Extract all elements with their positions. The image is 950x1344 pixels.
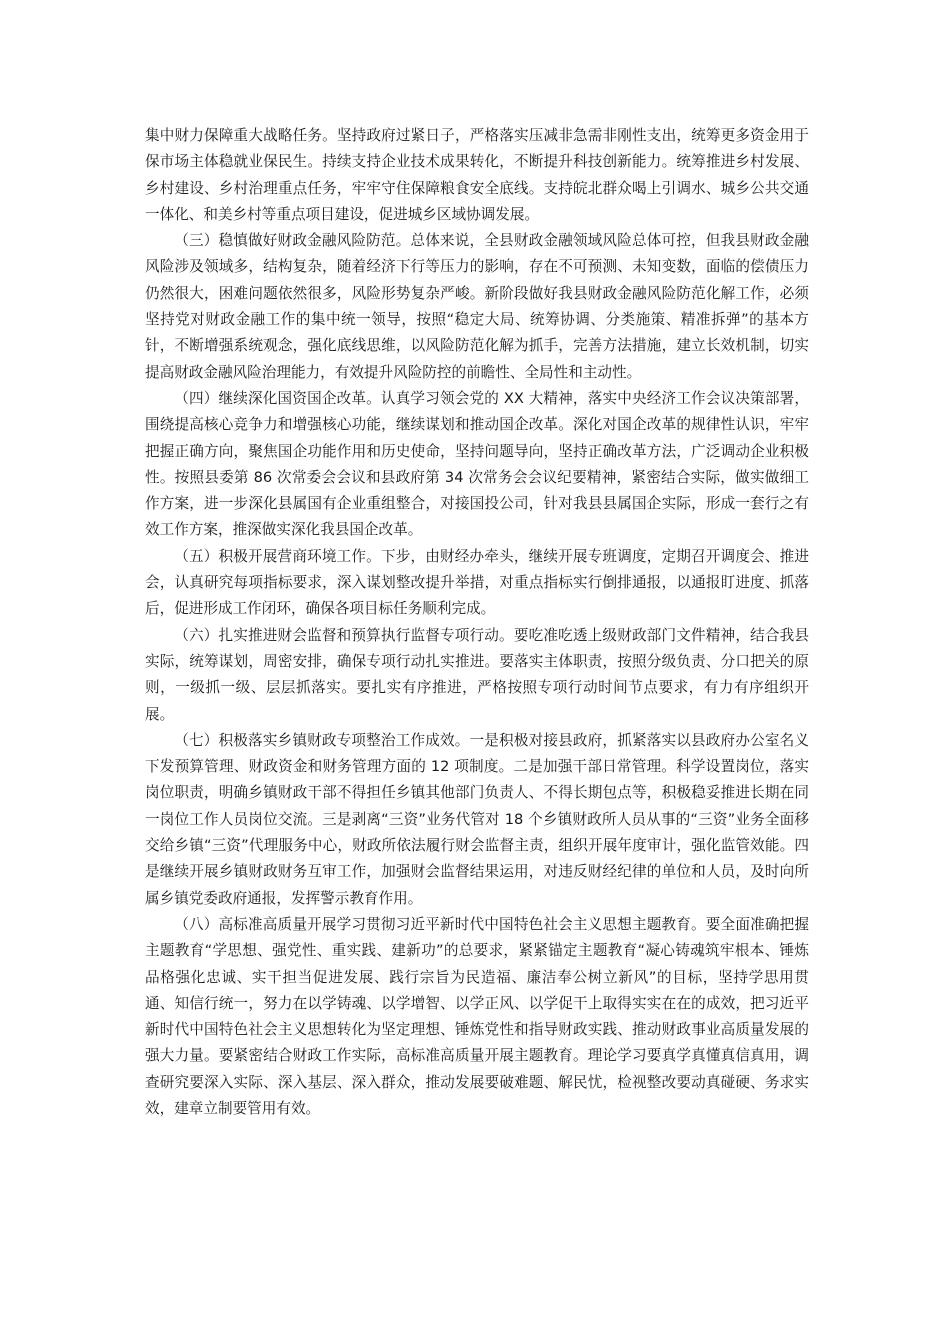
paragraph-section-8: （八）高标准高质量开展学习贯彻习近平新时代中国特色社会主义思想主题教育。要全面准确把握主题教育“学思想、强党性、重实践、建新功”的总要求，紧紧锚定主题教育“凝心铸魂筑牢根本、锤炼品格强化忠诚、实干担当促进发展、践行宗旨为民造福、廉洁奉公树立新风”的目标，坚持学思用贯通、知信行统一，努力在以学铸魂、以学增智、以学正风、以学促干上取得实实在在的成效，把习近平新时代中国特色社会主义思想转化为坚定理想、锤炼党性和指导财政实践、推动财政事业高质量发展的强大力量。要紧密结合财政工作实际，高标准高质量开展主题教育。理论学习要真学真懂真信真用，调查研究要深入实际、深入基层、深入群众，推动发展要破难题、解民忧，检视整改要动真碰硬、务求实效，建章立制要管用有效。 xyxy=(145,915,809,1117)
paragraph-section-7: （七）积极落实乡镇财政专项整治工作成效。一是积极对接县政府，抓紧落实以县政府办公室名义下发预算管理、财政资金和财务管理方面的 12 项制度。二是加强干部日常管理。科学设置岗位，落实岗位职责，明确乡镇财政干部不得担任乡镇其他部门负责人、不得长期包点等，积极稳妥推进长期在同一岗位工作人员岗位交流。三是剥离“三资”业务代管对 18 个乡镇财政所人员从事的“三资”业务全面移交给乡镇“三资”代理服务中心，财政所依法履行财会监督主责，组织开展年度审计，强化监管效能。四是继续开展乡镇财政财务互审工作，加强财会监督结果运用，对违反财经纪律的单位和人员，及时向所属乡镇党委政府通报，发挥警示教育作用。 xyxy=(145,731,809,907)
paragraph-section-5: （五）积极开展营商环境工作。下步，由财经办牵头，继续开展专班调度，定期召开调度会、推进会，认真研究每项指标要求，深入谋划整改提升举措，对重点指标实行倒排通报，以通报盯进度、抓落后，促进形成工作闭环，确保各项目标任务顺利完成。 xyxy=(145,547,809,618)
paragraph-section-4: （四）继续深化国资国企改革。认真学习领会党的 XX 大精神，落实中央经济工作会议决策部署，围绕提高核心竞争力和增强核心功能，继续谋划和推动国企改革。深化对国企改革的规律性认识，牢牢把握正确方向，聚焦国企功能作用和历史使命，坚持问题导向，坚持正确改革方法，广泛调动企业积极性。按照县委第 86 次常委会会议和县政府第 34 次常务会会议纪要精神，紧密结合实际，做实做细工作方案，进一步深化县属国有企业重组整合，对接国投公司，针对我县县属国企实际，形成一套行之有效工作方案，推深做实深化我县国企改革。 xyxy=(145,389,809,539)
paragraph-section-6: （六）扎实推进财会监督和预算执行监督专项行动。要吃准吃透上级财政部门文件精神，结合我县实际，统筹谋划，周密安排，确保专项行动扎实推进。要落实主体职责，按照分级负责、分口把关的原则，一级抓一级、层层抓落实。要扎实有序推进，严格按照专项行动时间节点要求，有力有序组织开展。 xyxy=(145,626,809,723)
paragraph-continuation: 集中财力保障重大战略任务。坚持政府过紧日子，严格落实压减非急需非刚性支出，统筹更多资金用于保市场主体稳就业保民生。持续支持企业技术成果转化，不断提升科技创新能力。统筹推进乡村发展、乡村建设、乡村治理重点任务，牢牢守住保障粮食安全底线。支持皖北群众喝上引调水、城乡公共交通一体化、和美乡村等重点项目建设，促进城乡区域协调发展。 xyxy=(145,127,809,223)
paragraph-section-3: （三）稳慎做好财政金融风险防范。总体来说，全县财政金融领域风险总体可控，但我县财政金融风险涉及领域多，结构复杂，随着经济下行等压力的影响，存在不可预测、未知变数，面临的偿债压力仍然很大，困难问题依然很多，风险形势复杂严峻。新阶段做好我县财政金融风险防范化解工作，必须坚持党对财政金融工作的集中统一领导，按照“稳定大局、统筹协调、分类施策、精准拆弹”的基本方针，不断增强系统观念，强化底线思维，以风险防范化解为抓手，完善方法措施，建立长效机制，切实提高财政金融风险治理能力，有效提升风险防控的前瞻性、全局性和主动性。 xyxy=(145,232,809,381)
document-body xyxy=(145,123,809,1122)
